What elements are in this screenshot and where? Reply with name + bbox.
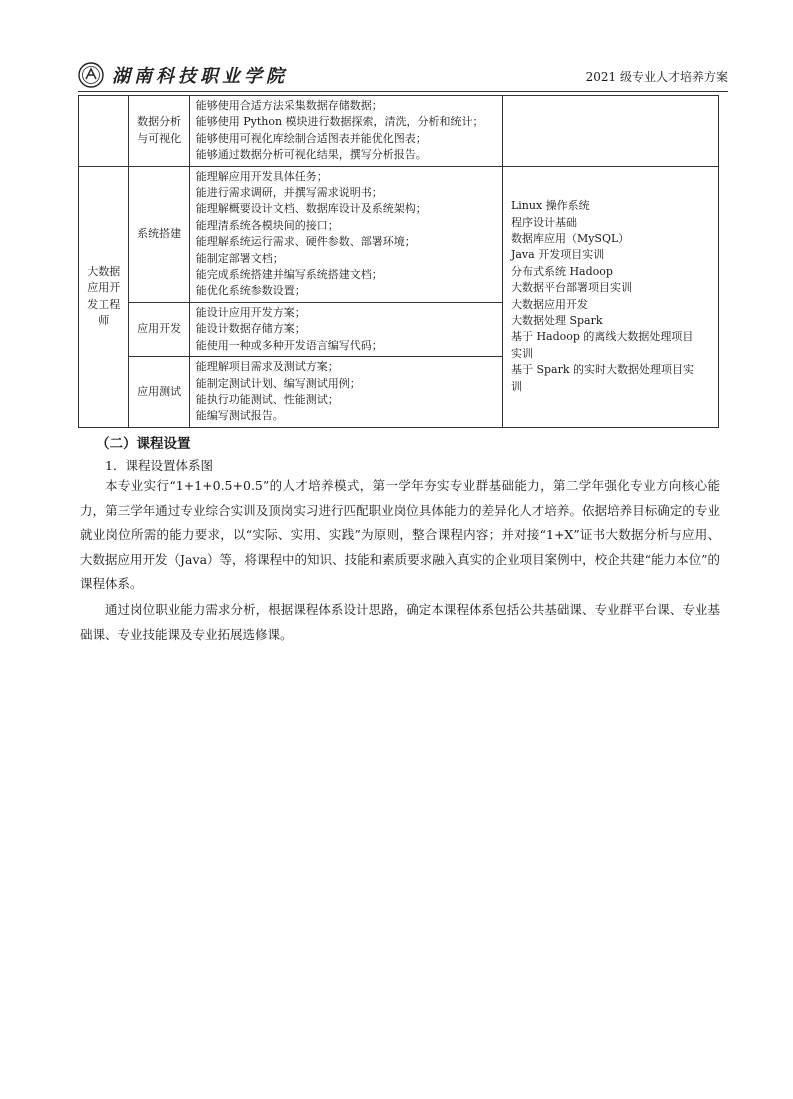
ability-table — [78, 95, 719, 428]
ability-list — [189, 96, 502, 167]
course-item: 分布式系统 Hadoop — [510, 264, 613, 278]
page-header — [78, 62, 728, 90]
ability-item: 能理解应用开发具体任务； — [195, 169, 328, 183]
ability-item: 能够通过数据分析可视化结果，撰写分析报告。 — [195, 148, 427, 162]
course-item: Linux 操作系统 — [510, 199, 590, 213]
ability-item: 能够使用合适方法采集数据存储数据； — [195, 99, 383, 112]
job-title: 大数据应用开发工程师 — [79, 166, 129, 427]
ability-item: 能执行功能测试、性能测试； — [195, 392, 339, 406]
module-name: 应用测试 — [129, 357, 189, 428]
course-item: 程序设计基础 — [510, 215, 577, 229]
course-item: Java 开发项目实训 — [510, 248, 605, 262]
school-emblem-icon — [78, 62, 104, 88]
school-logo — [78, 62, 288, 88]
course-item: 大数据处理 Spark — [510, 314, 603, 328]
course-list — [502, 166, 718, 427]
table-row — [79, 96, 719, 167]
ability-item: 能优化系统参数设置； — [195, 284, 306, 298]
ability-item: 能理解项目需求及测试方案； — [195, 360, 339, 374]
course-item: 大数据应用开发 — [510, 297, 588, 311]
ability-item: 能制定部署文档； — [195, 251, 284, 265]
ability-item: 能够使用可视化库绘制合适图表并能优化图表； — [195, 131, 427, 145]
ability-item: 能理解概要设计文档、数据库设计及系统架构； — [195, 202, 427, 216]
section-heading: （二）课程设置 — [96, 436, 191, 452]
ability-item: 能理清系统各模块间的接口； — [195, 218, 339, 232]
body-paragraph: 通过岗位职业能力需求分析，根据课程体系设计思路，确定本课程体系包括公共基础课、专业群平台课、专业基础课、专业技能课及专业拓展选修课。 — [80, 602, 720, 642]
module-name: 系统搭建 — [129, 166, 189, 302]
ability-item: 能理解系统运行需求、硬件参数、部署环境； — [195, 235, 416, 249]
course-item: 训 — [510, 379, 522, 393]
course-item: 基于 Hadoop 的离线大数据处理项目 — [510, 330, 694, 344]
course-item: 大数据平台部署项目实训 — [510, 281, 632, 295]
ability-item: 能够使用 Python 模块进行数据探索，清洗，分析和统计； — [195, 115, 484, 129]
body-paragraph: 本专业实行“1+1+0.5+0.5”的人才培养模式，第一学年夯实专业群基础能力，第二学年强化专业方向核心能力，第三学年通过专业综合实训及顶岗实习进行匹配职业岗位具体能力的差异化人才培养。依据培养目标确定的专业就业岗位所需的能力要求，以“实际、实用、实践”为原则，整合课程内容；并对接“1+X”证书大数据分析与应用、大数据应用开发（Java）等，将课程中的知识、技能和素质要求融入真实的企业项目案例中，校企共建“能力本位”的课程体系。 — [80, 478, 720, 591]
ability-item: 能编写测试报告。 — [195, 409, 284, 423]
ability-item: 能制定测试计划、编写测试用例； — [195, 376, 361, 390]
ability-item: 能设计应用开发方案； — [195, 305, 306, 319]
header-divider — [78, 91, 728, 92]
ability-list — [189, 357, 502, 428]
module-name: 数据分析与可视化 — [129, 96, 189, 167]
module-name: 应用开发 — [129, 302, 189, 356]
ability-item: 能使用一种或多种开发语言编写代码； — [195, 338, 383, 352]
course-item: 基于 Spark 的实时大数据处理项目实 — [510, 363, 695, 377]
ability-item: 能进行需求调研，并撰写需求说明书； — [195, 186, 383, 200]
ability-list — [189, 302, 502, 356]
course-cell-empty — [502, 96, 718, 167]
table-row — [79, 166, 719, 302]
course-item: 实训 — [510, 346, 533, 360]
document-title: 2021 级专业人才培养方案 — [585, 70, 728, 84]
job-cell-empty — [79, 96, 129, 167]
subsection-heading: 1．课程设置体系图 — [105, 458, 213, 473]
course-item: 数据库应用（MySQL） — [510, 232, 630, 246]
school-name: 湖南科技职业学院 — [112, 66, 288, 87]
ability-item: 能设计数据存储方案； — [195, 322, 306, 336]
ability-item: 能完成系统搭建并编写系统搭建文档； — [195, 268, 383, 282]
ability-list — [189, 166, 502, 302]
